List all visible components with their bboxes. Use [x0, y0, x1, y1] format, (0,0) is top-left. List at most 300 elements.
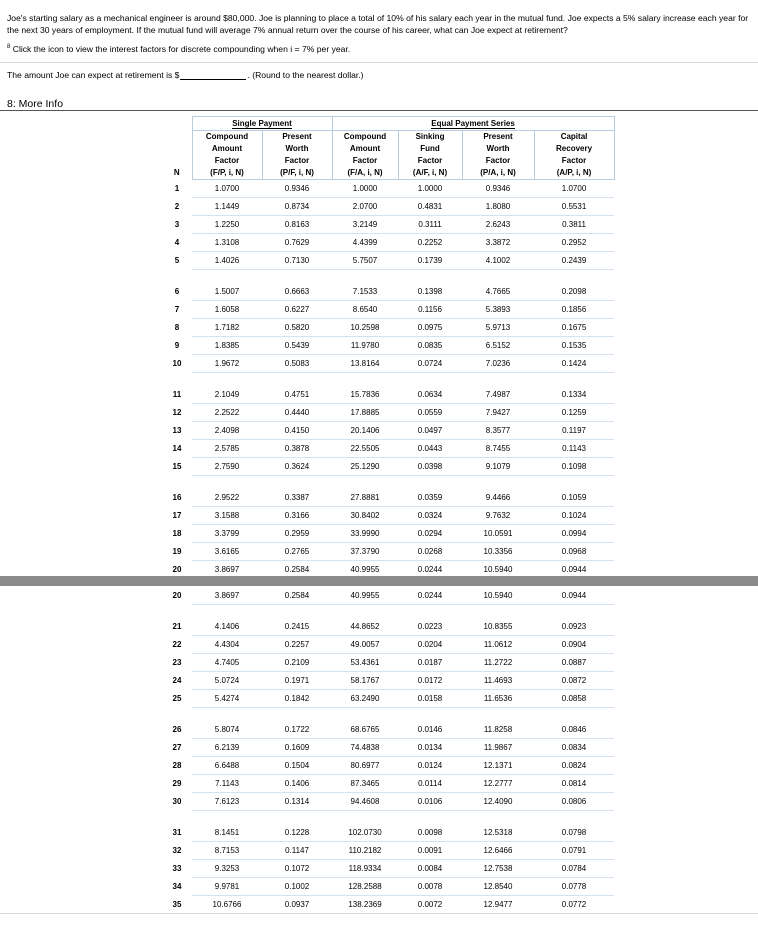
factor-cell: 9.1079: [462, 458, 534, 476]
table-row: [162, 824, 614, 842]
spacer-cell: [398, 811, 462, 825]
factor-cell: 7.1533: [332, 283, 398, 301]
spacer-cell: [262, 605, 332, 619]
factor-cell: 0.0846: [534, 721, 614, 739]
factor-cell: 0.1314: [262, 793, 332, 811]
header-line: Compound: [205, 132, 249, 141]
answer-input[interactable]: [180, 70, 246, 80]
factor-cell: 0.1675: [534, 319, 614, 337]
period-cell: 29: [172, 779, 182, 788]
factor-cell: 0.0158: [398, 690, 462, 708]
factor-cell: 1.9672: [192, 355, 262, 373]
group-header-row: [162, 117, 614, 131]
header-line: Present: [282, 132, 312, 141]
factor-cell: 2.1049: [192, 386, 262, 404]
spacer-cell: [192, 373, 262, 387]
factor-cell: 0.1739: [398, 252, 462, 270]
period-cell: 32: [172, 846, 182, 855]
group-spacer: [162, 811, 614, 825]
factor-cell: 0.0078: [398, 878, 462, 896]
factor-cell: 1.1449: [192, 198, 262, 216]
period-cell: 13: [172, 426, 182, 435]
period-cell: 23: [172, 658, 182, 667]
factor-cell: 110.2182: [332, 842, 398, 860]
factor-cell: 0.8734: [262, 198, 332, 216]
header-line: Factor: [214, 156, 240, 165]
table-row: [162, 739, 614, 757]
spacer-cell: [162, 373, 192, 387]
header-line: Factor: [417, 156, 443, 165]
factor-cell: 0.0244: [398, 561, 462, 579]
factor-cell: 44.8652: [332, 618, 398, 636]
factor-cell: 0.0944: [534, 587, 614, 605]
factor-cell: 2.4098: [192, 422, 262, 440]
panel-divider: [0, 110, 758, 111]
factor-cell: 11.0612: [462, 636, 534, 654]
period-cell: 16: [172, 493, 182, 503]
factor-cell: 0.1147: [262, 842, 332, 860]
group-spacer: [162, 270, 614, 284]
factor-cell: 128.2588: [332, 878, 398, 896]
factor-cell: 11.4693: [462, 672, 534, 690]
period-cell: 10: [172, 359, 182, 368]
factor-cell: 0.7629: [262, 234, 332, 252]
factor-cell: 74.4838: [332, 739, 398, 757]
factor-cell: 6.6488: [192, 757, 262, 775]
factor-cell: 3.8697: [192, 561, 262, 579]
period-cell: 25: [172, 694, 182, 703]
spacer-cell: [192, 270, 262, 284]
factor-cell: 4.1002: [462, 252, 534, 270]
factor-cell: 1.5007: [192, 283, 262, 301]
spacer-cell: [192, 476, 262, 490]
more-info-title: 8: More Info: [7, 98, 64, 110]
bottom-divider: [0, 913, 758, 914]
factor-cell: 49.0057: [332, 636, 398, 654]
factor-cell: 4.7405: [192, 654, 262, 672]
factor-cell: 3.6165: [192, 543, 262, 561]
factor-cell: 0.2252: [398, 234, 462, 252]
table-row: [162, 489, 614, 507]
factor-cell: 11.2722: [462, 654, 534, 672]
spacer-cell: [332, 811, 398, 825]
header-line: Amount: [349, 144, 381, 153]
factor-cell: 94.4608: [332, 793, 398, 811]
factor-cell: 0.0824: [534, 757, 614, 775]
factor-cell: 0.0268: [398, 543, 462, 561]
factor-cell: 0.4150: [262, 422, 332, 440]
factor-cell: 5.3893: [462, 301, 534, 319]
table-row: [162, 721, 614, 739]
factor-cell: 0.3387: [262, 489, 332, 507]
factor-cell: 8.7455: [462, 440, 534, 458]
period-cell: 12: [172, 408, 182, 417]
spacer-cell: [534, 476, 614, 490]
header-line: N: [173, 168, 180, 177]
factor-cell: 3.2149: [332, 216, 398, 234]
factor-cell: 0.1059: [534, 489, 614, 507]
factor-cell: 0.1971: [262, 672, 332, 690]
header-line: Factor: [485, 156, 511, 165]
column-header: [192, 131, 262, 180]
factor-cell: 1.0000: [332, 180, 398, 198]
factor-cell: 0.0784: [534, 860, 614, 878]
factor-cell: 0.1024: [534, 507, 614, 525]
period-cell: 8: [174, 323, 180, 332]
factor-cell: 0.0724: [398, 355, 462, 373]
factor-cell: 8.6540: [332, 301, 398, 319]
header-line: Factor: [561, 156, 587, 165]
factor-cell: 0.3166: [262, 507, 332, 525]
spacer-cell: [262, 811, 332, 825]
factor-cell: 9.3253: [192, 860, 262, 878]
factor-cell: 1.0700: [534, 180, 614, 198]
period-cell: 18: [172, 529, 182, 538]
factor-cell: 0.0858: [534, 690, 614, 708]
header-line: [162, 155, 192, 167]
factor-cell: 0.1398: [398, 283, 462, 301]
factor-cell: 1.8080: [462, 198, 534, 216]
factor-cell: 0.1609: [262, 739, 332, 757]
table-row: [162, 860, 614, 878]
factor-cell: 5.0724: [192, 672, 262, 690]
table-row: [162, 301, 614, 319]
period-cell: 35: [172, 900, 182, 909]
header-line: (P/A, i, N): [480, 168, 516, 177]
factor-cell: 7.6123: [192, 793, 262, 811]
factor-cell: 8.7153: [192, 842, 262, 860]
spacer-cell: [162, 708, 192, 722]
table-row: [162, 180, 614, 198]
spacer-cell: [398, 476, 462, 490]
factor-cell: 58.1767: [332, 672, 398, 690]
factor-cell: 0.5439: [262, 337, 332, 355]
factor-cell: 3.8697: [192, 587, 262, 605]
factor-cell: 2.2522: [192, 404, 262, 422]
table-row: [162, 654, 614, 672]
factor-cell: 2.0700: [332, 198, 398, 216]
spacer-cell: [162, 605, 192, 619]
factor-cell: 0.9346: [262, 180, 332, 198]
factor-cell: 0.1504: [262, 757, 332, 775]
spacer-cell: [462, 373, 534, 387]
factor-cell: 12.2777: [462, 775, 534, 793]
factor-cell: 4.1406: [192, 618, 262, 636]
factor-cell: 12.5318: [462, 824, 534, 842]
spacer-cell: [462, 270, 534, 284]
factor-cell: 0.2765: [262, 543, 332, 561]
factor-cell: 87.3465: [332, 775, 398, 793]
header-line: Compound: [343, 132, 387, 141]
period-cell: 15: [172, 462, 182, 471]
factor-cell: 0.0497: [398, 422, 462, 440]
period-cell: 17: [172, 511, 182, 520]
header-line: Sinking: [415, 132, 445, 141]
factor-cell: 1.6058: [192, 301, 262, 319]
table-row: [162, 878, 614, 896]
factor-cell: 2.5785: [192, 440, 262, 458]
header-line: Factor: [352, 156, 378, 165]
factor-cell: 0.1406: [262, 775, 332, 793]
question-text: Joe's starting salary as a mechanical engineer is around $80,000. Joe is planning to place a total of 10% of his salary each year in the mutual fund. Joe expects a 5% salary increase each year for the next 30 years of employment. If the mutual fund will average 7% annual return over the course of his career, what can Joe expect at retirement?: [7, 13, 749, 35]
factor-cell: 0.1156: [398, 301, 462, 319]
factor-cell: 0.1002: [262, 878, 332, 896]
factor-table-bottom[interactable]: [162, 591, 614, 910]
factor-cell: 0.0204: [398, 636, 462, 654]
factor-cell: 5.8074: [192, 721, 262, 739]
factor-cell: 0.1424: [534, 355, 614, 373]
factor-cell: 10.0591: [462, 525, 534, 543]
factor-cell: 0.0114: [398, 775, 462, 793]
group-single-label: Single Payment: [232, 118, 292, 128]
header-line: (F/A, i, N): [347, 168, 383, 177]
factor-cell: 1.0700: [192, 180, 262, 198]
factor-cell: 0.0923: [534, 618, 614, 636]
spacer-cell: [262, 373, 332, 387]
factor-cell: 4.4304: [192, 636, 262, 654]
answer-prefix: The amount Joe can expect at retirement is $: [7, 70, 180, 80]
header-line: Worth: [486, 144, 510, 153]
factor-cell: 0.0324: [398, 507, 462, 525]
table-row: [162, 690, 614, 708]
column-header: [262, 131, 332, 180]
factor-cell: 0.9346: [462, 180, 534, 198]
header-line: Present: [483, 132, 513, 141]
factor-cell: 0.0904: [534, 636, 614, 654]
factor-cell: 0.0968: [534, 543, 614, 561]
factor-cell: 20.1406: [332, 422, 398, 440]
factor-cell: 0.0072: [398, 896, 462, 914]
period-cell: 4: [174, 238, 180, 247]
factor-cell: 33.9990: [332, 525, 398, 543]
divider: [0, 62, 758, 63]
factor-cell: 0.2584: [262, 561, 332, 579]
table-row: [162, 404, 614, 422]
factor-cell: 0.1856: [534, 301, 614, 319]
factor-cell: 12.9477: [462, 896, 534, 914]
factor-cell: 0.0223: [398, 618, 462, 636]
table-row: [162, 757, 614, 775]
factor-cell: 138.2369: [332, 896, 398, 914]
factor-cell: 0.0798: [534, 824, 614, 842]
factor-cell: 0.2109: [262, 654, 332, 672]
column-header: [332, 131, 398, 180]
table-row: [162, 198, 614, 216]
factor-cell: 0.5531: [534, 198, 614, 216]
factor-cell: 10.5940: [462, 587, 534, 605]
factor-cell: 0.1722: [262, 721, 332, 739]
table-row: [162, 636, 614, 654]
factor-cell: 4.4399: [332, 234, 398, 252]
factor-cell: 0.3878: [262, 440, 332, 458]
factor-cell: 0.0443: [398, 440, 462, 458]
factor-cell: 0.5083: [262, 355, 332, 373]
period-cell: 27: [172, 743, 182, 752]
factor-cell: 0.0834: [534, 739, 614, 757]
period-cell: 2: [174, 202, 180, 211]
factor-cell: 1.0000: [398, 180, 462, 198]
factor-cell: 7.4987: [462, 386, 534, 404]
factor-cell: 68.6765: [332, 721, 398, 739]
table-row: [162, 216, 614, 234]
spacer-cell: [162, 811, 192, 825]
factor-cell: 0.2584: [262, 587, 332, 605]
factor-cell: 0.8163: [262, 216, 332, 234]
factor-cell: 13.8164: [332, 355, 398, 373]
factor-cell: 10.3356: [462, 543, 534, 561]
factor-cell: 1.2250: [192, 216, 262, 234]
factor-cell: 5.4274: [192, 690, 262, 708]
factor-cell: 11.9867: [462, 739, 534, 757]
factor-cell: 0.1842: [262, 690, 332, 708]
factor-cell: 1.4026: [192, 252, 262, 270]
factor-cell: 12.6466: [462, 842, 534, 860]
factor-cell: 80.6977: [332, 757, 398, 775]
header-line: (A/P, i, N): [556, 168, 592, 177]
period-cell: 21: [172, 622, 182, 632]
factor-cell: 11.6536: [462, 690, 534, 708]
hint-line: [7, 44, 350, 54]
factor-cell: 0.4831: [398, 198, 462, 216]
factor-cell: 10.2598: [332, 319, 398, 337]
factor-cell: 0.2439: [534, 252, 614, 270]
factor-cell: 0.0937: [262, 896, 332, 914]
factor-cell: 40.9955: [332, 561, 398, 579]
factor-cell: 8.3577: [462, 422, 534, 440]
table-row: [162, 793, 614, 811]
period-cell: 33: [172, 864, 182, 873]
factor-cell: 40.9955: [332, 587, 398, 605]
table-row: [162, 283, 614, 301]
factor-cell: 6.2139: [192, 739, 262, 757]
period-cell: 31: [172, 828, 182, 838]
factor-cell: 102.0730: [332, 824, 398, 842]
factor-cell: 0.1259: [534, 404, 614, 422]
spacer-cell: [398, 605, 462, 619]
interest-factor-table: [162, 116, 615, 579]
table-row: [162, 587, 614, 605]
factor-cell: 5.7507: [332, 252, 398, 270]
factor-cell: 0.0398: [398, 458, 462, 476]
period-cell: 19: [172, 547, 182, 556]
factor-cell: 15.7836: [332, 386, 398, 404]
spacer-cell: [332, 476, 398, 490]
table-row: [162, 672, 614, 690]
header-line: Capital: [560, 132, 588, 141]
factor-cell: 0.0772: [534, 896, 614, 914]
factor-cell: 9.4466: [462, 489, 534, 507]
table-row: [162, 896, 614, 914]
answer-suffix: . (Round to the nearest dollar.): [247, 70, 364, 80]
table-row: [162, 252, 614, 270]
spacer-cell: [332, 605, 398, 619]
period-cell: 34: [172, 882, 182, 891]
table-row: [162, 618, 614, 636]
factor-cell: 6.5152: [462, 337, 534, 355]
header-line: Amount: [211, 144, 243, 153]
factor-cell: 10.8355: [462, 618, 534, 636]
factor-cell: 9.7632: [462, 507, 534, 525]
factor-cell: 0.1143: [534, 440, 614, 458]
factor-cell: 0.0294: [398, 525, 462, 543]
factor-cell: 22.5505: [332, 440, 398, 458]
spacer-cell: [398, 373, 462, 387]
spacer-cell: [534, 811, 614, 825]
factor-cell: 3.3799: [192, 525, 262, 543]
factor-cell: 0.1072: [262, 860, 332, 878]
column-header: [462, 131, 534, 180]
factor-cell: 12.4090: [462, 793, 534, 811]
factor-cell: 12.7538: [462, 860, 534, 878]
spacer-cell: [192, 605, 262, 619]
factor-cell: 0.1228: [262, 824, 332, 842]
spacer-cell: [262, 708, 332, 722]
table-row: [162, 525, 614, 543]
factor-cell: 0.0084: [398, 860, 462, 878]
factor-cell: 27.8881: [332, 489, 398, 507]
period-cell: 20: [172, 565, 182, 574]
answer-line: [7, 70, 364, 80]
factor-cell: 4.7665: [462, 283, 534, 301]
factor-cell: 0.1334: [534, 386, 614, 404]
factor-cell: 0.0172: [398, 672, 462, 690]
factor-cell: 53.4361: [332, 654, 398, 672]
factor-cell: 0.3111: [398, 216, 462, 234]
group-equal-payment: [332, 117, 614, 131]
factor-cell: 0.1098: [534, 458, 614, 476]
spacer-cell: [534, 708, 614, 722]
spacer-cell: [262, 476, 332, 490]
factor-cell: 10.6766: [192, 896, 262, 914]
factor-cell: 0.0244: [398, 587, 462, 605]
factor-cell: 0.2959: [262, 525, 332, 543]
factor-cell: 5.9713: [462, 319, 534, 337]
table-row: [162, 319, 614, 337]
table-row: [162, 355, 614, 373]
factor-cell: 1.7182: [192, 319, 262, 337]
header-line: [162, 131, 192, 143]
factor-cell: 0.1197: [534, 422, 614, 440]
period-cell: 28: [172, 761, 182, 770]
factor-cell: 1.3108: [192, 234, 262, 252]
header-line: (P/F, i, N): [280, 168, 314, 177]
factor-cell: 3.3872: [462, 234, 534, 252]
factor-cell: 0.0944: [534, 561, 614, 579]
table-row: [162, 440, 614, 458]
table-row: [162, 458, 614, 476]
factor-cell: 0.3811: [534, 216, 614, 234]
factor-cell: 2.6243: [462, 216, 534, 234]
period-cell: 30: [172, 797, 182, 806]
period-cell: 6: [174, 287, 180, 297]
column-header: [162, 131, 192, 180]
group-spacer: [162, 373, 614, 387]
period-cell: 26: [172, 725, 182, 735]
factor-cell: 11.8258: [462, 721, 534, 739]
factor-cell: 37.3790: [332, 543, 398, 561]
factor-cell: 30.8402: [332, 507, 398, 525]
table-row: [162, 842, 614, 860]
footnote-marker: 8: [7, 44, 11, 51]
table-row: [162, 775, 614, 793]
period-cell: 3: [174, 220, 180, 229]
factor-cell: 0.0091: [398, 842, 462, 860]
interest-factor-link[interactable]: Click the icon to view the interest factors for discrete compounding when i = 7% per year.: [12, 44, 351, 54]
header-line: Recovery: [556, 144, 593, 153]
factor-cell: 0.0994: [534, 525, 614, 543]
factor-table-top[interactable]: [162, 116, 614, 574]
factor-cell: 0.0124: [398, 757, 462, 775]
